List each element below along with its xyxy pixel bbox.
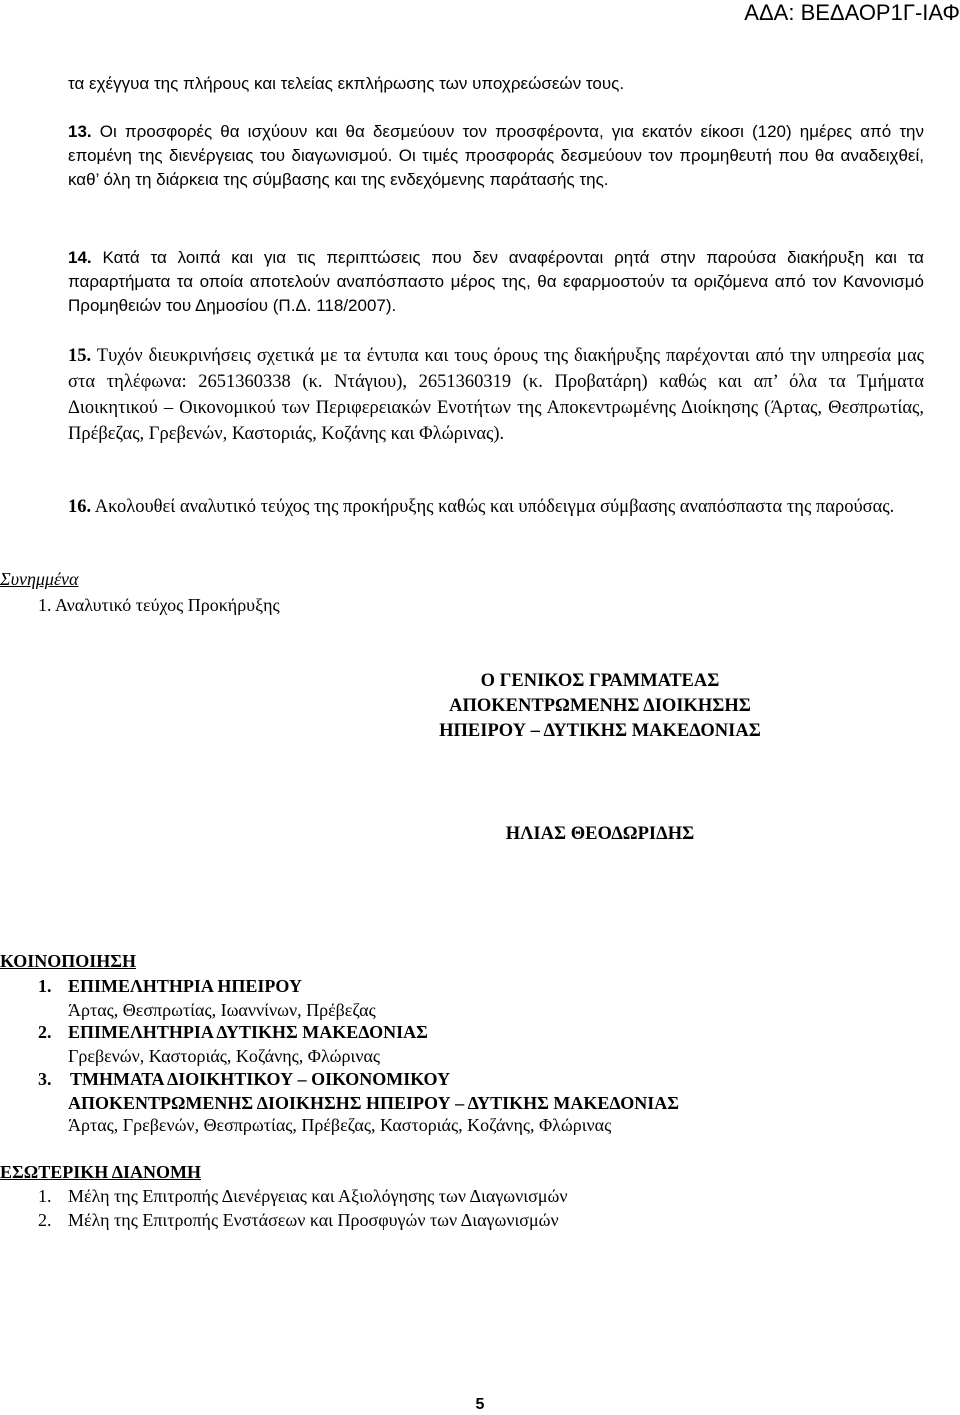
paragraph-text: Οι προσφορές θα ισχύουν και θα δεσμεύουν τον προσφέροντα, για εκατόν είκοσι (120) ημέρες από την επομένη της διενέργειας του διαγωνισμού. Οι τιμές προσφοράς δεσμεύουν τον προμηθευτή που θα αναδειχθεί, καθ’ όλη τη διάρκεια της σύμβασης και της ενδεχόμενης παράτασής της. [68, 122, 924, 189]
paragraph-12-tail: τα εχέγγυα της πλήρους και τελείας εκπλήρωσης των υποχρεώσεών τους. [68, 74, 625, 93]
signatory-name: ΗΛΙΑΣ ΘΕΟΔΩΡΙΔΗΣ [505, 824, 695, 844]
paragraph-number: 16. [68, 497, 92, 517]
paragraph-text: Τυχόν διευκρινήσεις σχετικά με τα έντυπα και τους όρους της διακήρυξης παρέχονται από την υπηρεσία μας στα τηλέφωνα: 2651360338 (κ. Ντάγιου), 2651360319 (κ. Προβατάρη) καθώς και απ’ όλα τα Τμήματα Διοικητικού – Οικονομικού των Περιφερειακών Ενοτήτων της Αποκεντρωμένης Διοίκησης (Άρτας, Θεσπρωτίας, Πρέβεζας, Γρεβενών, Καστοριάς, Κοζάνης και Φλώρινας). [68, 346, 924, 444]
recipient-3-title-2: ΑΠΟΚΕΝΤΡΩΜΕΝΗΣ ΔΙΟΙΚΗΣΗΣ ΗΠΕΙΡΟΥ – ΔΥΤΙΚΗΣ ΜΑΚΕΔΟΝΙΑΣ [68, 1093, 679, 1113]
attachment-item: 1. Αναλυτικό τεύχος Προκήρυξης [38, 595, 280, 615]
recipient-2-number: 2. [38, 1022, 52, 1042]
paragraph-number: 14. [68, 248, 92, 267]
ada-header: ΑΔΑ: ΒΕΔΑΟΡ1Γ-ΙΑΦ [744, 0, 960, 25]
signature-title-1: Ο ΓΕΝΙΚΟΣ ΓΡΑΜΜΑΤΕΑΣ [480, 671, 720, 691]
paragraph-number: 13. [68, 122, 92, 141]
recipient-1-title: ΕΠΙΜΕΛΗΤΗΡΙΑ ΗΠΕΙΡΟΥ [68, 976, 302, 996]
paragraph-16 [68, 494, 924, 520]
recipient-1-sub: Άρτας, Θεσπρωτίας, Ιωαννίνων, Πρέβεζας [68, 1000, 376, 1020]
paragraph-number: 15. [68, 346, 92, 366]
internal-1-text: Μέλη της Επιτροπής Διενέργειας και Αξιολόγησης των Διαγωνισμών [68, 1186, 568, 1206]
internal-distribution-heading: ΕΣΩΤΕΡΙΚΗ ΔΙΑΝΟΜΗ [0, 1162, 201, 1182]
paragraph-text: Ακολουθεί αναλυτικό τεύχος της προκήρυξης καθώς και υπόδειγμα σύμβασης αναπόσπαστα της παρούσας. [94, 497, 895, 517]
internal-2-number: 2. [38, 1210, 52, 1230]
koinopoiisi-heading: ΚΟΙΝΟΠΟΙΗΣΗ [0, 951, 137, 971]
recipient-3-title: ΤΜΗΜΑΤΑ ΔΙΟΙΚΗΤΙΚΟΥ – ΟΙΚΟΝΟΜΙΚΟΥ [70, 1069, 451, 1089]
page-number: 5 [475, 1396, 485, 1413]
signature-title-3: ΗΠΕΙΡΟΥ – ΔΥΤΙΚΗΣ ΜΑΚΕΔΟΝΙΑΣ [439, 721, 761, 741]
recipient-3-sub: Άρτας, Γρεβενών, Θεσπρωτίας, Πρέβεζας, Καστοριάς, Κοζάνης, Φλώρινας [68, 1115, 612, 1135]
recipient-3-number: 3. [38, 1069, 52, 1089]
attachments-heading: Συνημμένα [0, 569, 79, 589]
recipient-1-number: 1. [38, 976, 52, 996]
signature-title-2: ΑΠΟΚΕΝΤΡΩΜΕΝΗΣ ΔΙΟΙΚΗΣΗΣ [449, 696, 751, 716]
paragraph-text: Κατά τα λοιπά και για τις περιπτώσεις που δεν αναφέρονται ρητά στην παρούσα διακήρυξη και τα παραρτήματα τα οποία αποτελούν αναπόσπαστο μέρος της, θα εφαρμοστούν τα οριζόμενα από τον Κανονισμό Προμηθειών του Δημοσίου (Π.Δ. 118/2007). [68, 248, 924, 315]
recipient-2-sub: Γρεβενών, Καστοριάς, Κοζάνης, Φλώρινας [68, 1046, 381, 1066]
paragraph-15 [68, 343, 924, 447]
recipient-2-title: ΕΠΙΜΕΛΗΤΗΡΙΑ ΔΥΤΙΚΗΣ ΜΑΚΕΔΟΝΙΑΣ [68, 1022, 428, 1042]
paragraph-13 [68, 120, 924, 192]
internal-2-text: Μέλη της Επιτροπής Ενστάσεων και Προσφυγών των Διαγωνισμών [68, 1210, 559, 1230]
internal-1-number: 1. [38, 1186, 52, 1206]
paragraph-14 [68, 246, 924, 318]
